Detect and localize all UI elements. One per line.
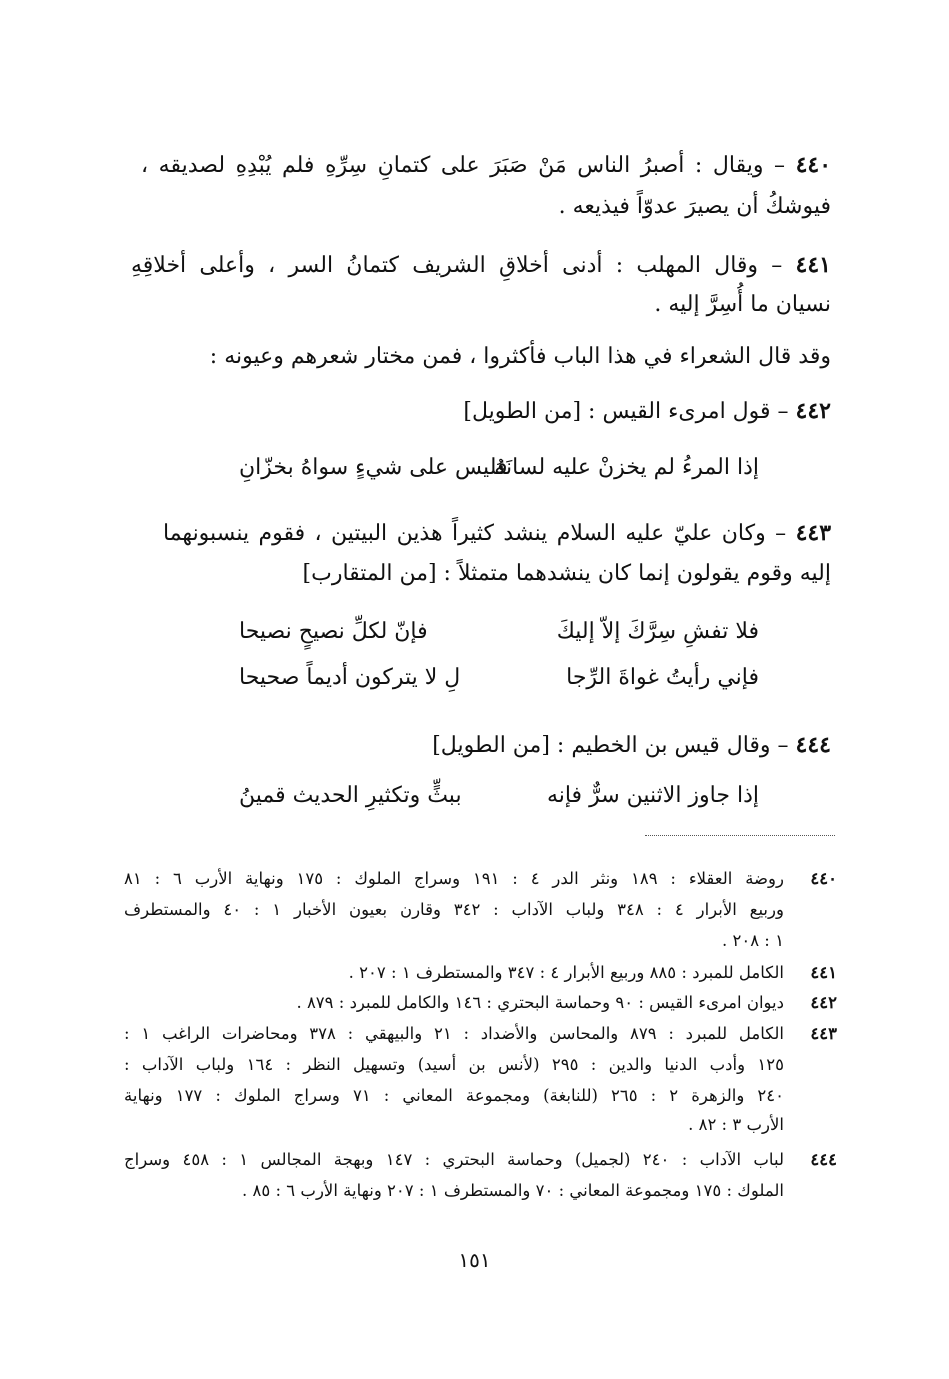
entry-440-line-1: [141, 148, 831, 183]
verse-first-hemistich: فلا تفشِ سِرَّكَ إلاّ إليكَ: [556, 619, 759, 644]
verse-second-hemistich: ببثٍّ وتكثيرِ الحديث قمينُ: [239, 783, 462, 808]
footnote-444-line-2: الملوك : ١٧٥ ومجموعة المعاني : ٧٠ والمستطرف ١ : ٢٠٧ ونهاية الأرب ٦ : ٨٥ .: [242, 1181, 784, 1200]
footnote-443-line-1: الكامل للمبرد : ٨٧٩ والمحاسن والأضداد : ٢١ والبيهقي : ٣٧٨ ومحاضرات الراغب ١ :: [124, 1024, 784, 1043]
poetry-intro: وقد قال الشعراء في هذا الباب فأكثروا ، فمن مختار شعرهم وعيونه :: [209, 344, 831, 369]
footnote-440-line-1: روضة العقلاء : ١٨٩ ونثر الدر ٤ : ١٩١ وسراج الملوك : ١٧٥ ونهاية الأرب ٦ : ٨١: [124, 869, 784, 888]
footnote-number: ٤٤٢: [810, 993, 837, 1012]
entry-444-verse-1: [239, 778, 759, 814]
entry-441-line-2: نسيان ما أُسِرَّ إليه .: [654, 292, 831, 317]
entry-440-line-2: فيوشكُ أن يصيرَ عدوّاً فيذيعه .: [558, 194, 831, 219]
verse-first-hemistich: فإني رأيتُ غواةَ الرِّجا: [566, 665, 759, 690]
entry-text: – وقال قيس بن الخطيم : [من الطويل]: [432, 733, 789, 758]
entry-number: ٤٤١: [795, 252, 831, 278]
entry-441-line-1: [131, 248, 831, 283]
page-number: ١٥١: [458, 1248, 491, 1272]
entry-443-verse-2: [239, 660, 759, 696]
footnote-444-line-1: لباب الآداب : ٢٤٠ (لجميل) وحماسة البحتري : ١٤٧ وبهجة المجالس ١ : ٤٥٨ وسراج: [124, 1150, 784, 1169]
verse-second-hemistich: لِ لا يتركون أديماً صحيحا: [239, 665, 461, 690]
entry-442-verse-1: [239, 450, 759, 486]
footnote-number: ٤٤٣: [810, 1024, 837, 1043]
footnote-440-line-2: وربيع الأبرار ٤ : ٣٤٨ ولباب الآداب : ٣٤٢ وقارن بعيون الأخبار ١ : ٤٠ والمستطرف: [124, 900, 784, 919]
entry-443-line-1: [163, 516, 831, 551]
entry-text: – وكان عليّ عليه السلام ينشد كثيراً هذين البيتين ، فقوم ينسبونهما: [163, 521, 787, 546]
verse-first-hemistich: إذا جاوز الاثنين سرٌّ فإنه: [546, 783, 759, 808]
footnote-number: ٤٤٠: [810, 869, 837, 888]
entry-443-verse-1: [239, 614, 759, 650]
entry-number: ٤٤٤: [795, 732, 831, 758]
entry-443-line-2: إليه وقوم يقولون إنما كان ينشدهما متمثلاً : [من المتقارب]: [302, 561, 831, 586]
entry-text: – ويقال : أصبرُ الناس مَنْ صَبَرَ على كتمانِ سِرِّهِ فلم يُبْدِهِ لصديقه ،: [141, 153, 785, 178]
footnote-separator: [645, 835, 835, 836]
entry-text: – وقال المهلب : أدنى أخلاقِ الشريف كتمانُ السر ، وأعلى أخلاقِهِ: [131, 253, 783, 278]
footnote-442-line-1: ديوان امرىء القيس : ٩٠ وحماسة البحتري : ١٤٦ والكامل للمبرد : ٨٧٩ .: [296, 993, 784, 1012]
footnote-443-line-2: ١٢٥ وأدب الدنيا والدين : ٢٩٥ (لأنس بن أسيد) وتسهيل النظر : ١٦٤ ولباب الآداب :: [124, 1055, 784, 1074]
entry-number: ٤٤٠: [795, 152, 832, 178]
footnote-443-line-3: ٢٤٠ والزهرة ٢ : ٢٦٥ (للنابغة) ومجموعة المعاني : ٧١ وسراج الملوك : ١٧٧ ونهاية: [124, 1086, 784, 1105]
entry-number: ٤٤٣: [795, 520, 832, 546]
entry-text: – قول امرىء القيس : [من الطويل]: [463, 399, 789, 424]
footnote-441-line-1: الكامل للمبرد : ٨٨٥ وربيع الأبرار ٤ : ٣٤٧ والمستطرف ١ : ٢٠٧ .: [348, 963, 784, 982]
entry-442-title: [111, 394, 831, 429]
footnote-443-line-4: الأرب ٣ : ٨٢ .: [688, 1115, 784, 1134]
verse-second-hemistich: فليس على شيءٍ سواهُ بخزّانِ: [239, 455, 508, 480]
entry-444-title: [111, 728, 831, 763]
verse-second-hemistich: فإنّ لكلِّ نصيحٍ نصيحا: [239, 619, 428, 644]
entry-number: ٤٤٢: [795, 398, 831, 424]
verse-first-hemistich: إذا المرءُ لم يخزنْ عليه لسانَهُ: [494, 455, 759, 480]
footnote-440-line-3: ١ : ٢٠٨ .: [721, 931, 784, 950]
footnote-number: ٤٤٤: [810, 1150, 837, 1169]
footnote-number: ٤٤١: [810, 963, 837, 982]
